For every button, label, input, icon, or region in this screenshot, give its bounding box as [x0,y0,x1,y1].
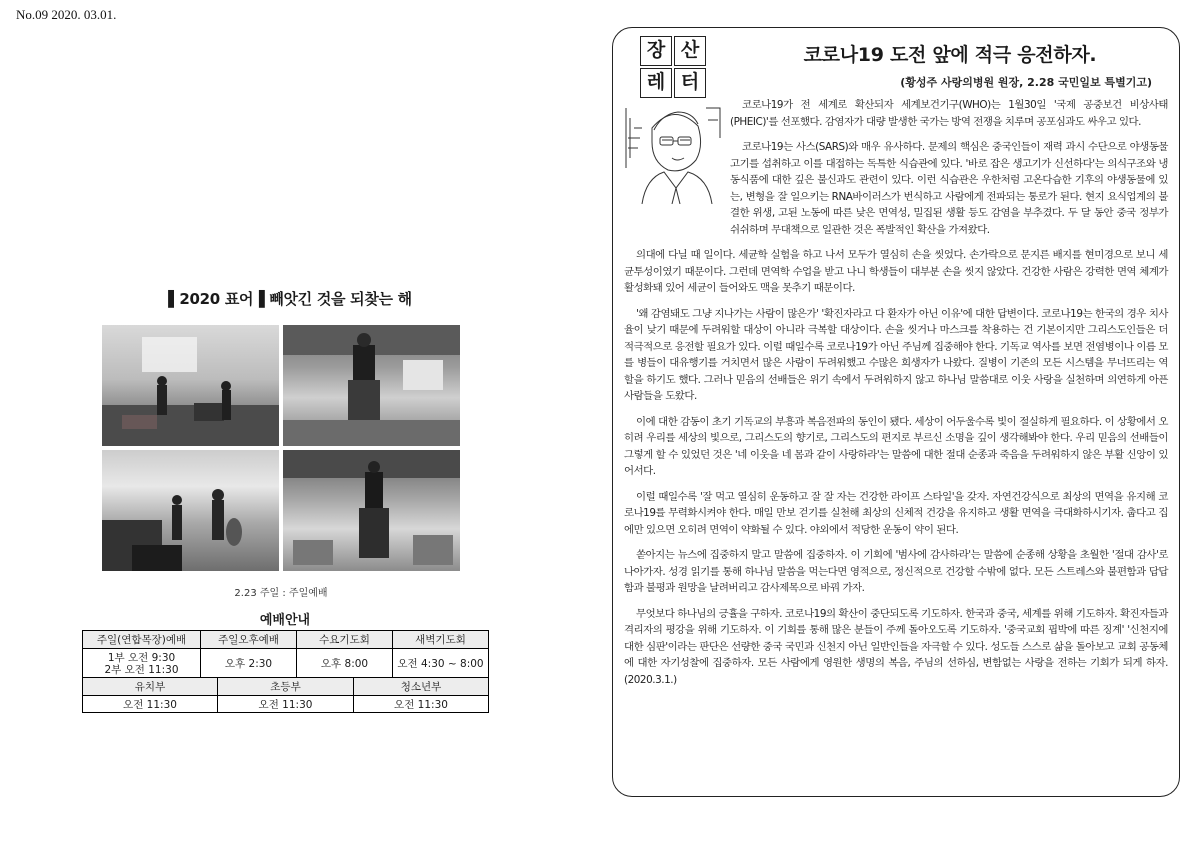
wednesday-prayer-time: 오후 8:00 [297,649,393,679]
issue-number: No.09 2020. 03.01. [16,7,117,22]
article-source: (황성주 사랑의병원 원장, 2.28 국민일보 특별기고) [900,76,1152,89]
col-sunday-service: 주일(연합목장)예배 [83,631,201,649]
photo-sermon-wide [283,450,460,571]
article-paragraph: 쏟아지는 뉴스에 집중하지 말고 말씀에 집중하자. 이 기회에 '범사에 감사하라'는 말씀에 순종해 상황을 초월한 '절대 감사'로 나아가자. 성경 읽기를 통해 하나님 말씀을 먹는다면 영적으로, 정신적으로 건강할 수밖에 없다. 모든 스트레스와 불편함과 답답함과 불평과 원망을 날려버리고 감사제목으로 바꿔 가자. [624,549,1168,594]
youth-time: 오전 11:30 [354,696,489,713]
col-kindergarten: 유치부 [83,678,218,696]
section-char: 레 [640,68,672,98]
elementary-time: 오전 11:30 [218,696,354,713]
worship-photo-grid [102,325,460,571]
col-wednesday-prayer: 수요기도회 [297,631,393,649]
article-paragraph: '왜 감염돼도 그냥 지나가는 사람이 많은가' '확진자라고 다 환자가 아닌 이유'에 대한 답변이다. 코로나19는 한국의 경우 치사율이 낮기 때문에 두려워할 대상이 아니라 극복할 대상이다. 손을 씻거나 마스크를 착용하는 건 기본이지만 그리스도인들은 더 적극적으로 응전할 필요가 있다. 이럴 때일수록 코로나19가 아닌 주님께 집중해야 한다. 기독교 역사를 보면 전염병이나 이름 모를 병들이 대유행기를 거치면서 많은 사람이 두려워했고 수많은 희생자가 나왔다. 질병이 기존의 모든 시스템을 무너뜨리는 역할을 하기도 했다. 그러나 믿음의 선배들은 위기 속에서 두려워하지 않고 하나님 말씀대로 이웃 사랑을 실천하며 의연하게 아픈 사람들을 도왔다. [624,307,1168,402]
kindergarten-time: 오전 11:30 [83,696,218,713]
col-dawn-prayer: 새벽기도회 [393,631,489,649]
sunday-service-times: 1부 오전 9:30 2부 오전 11:30 [83,649,201,679]
article-paragraph: 의대에 다닐 때 일이다. 세균학 실험을 하고 나서 모두가 열심히 손을 씻었다. 손가락으로 문지른 배지를 현미경으로 보니 세균투성이였기 때문이다. 그런데 면역학 수업을 받고 나니 학생들이 대부분 손을 씻지 않았다. 건강한 사람은 강력한 면역 체계가 활성화돼 있어 세균이 들어와도 맥을 못추기 때문이다. [624,249,1168,294]
article-paragraph: 이에 대한 감동이 초기 기독교의 부흥과 복음전파의 동인이 됐다. 세상이 어두울수록 빛이 절실하게 필요하다. 이 상황에서 오히려 우리를 세상의 빛으로, 그리스도의 향기로, 그리스도의 편지로 부르신 소명을 깊이 생각해봐야 한다. 우리 믿음의 선배들이 그렇게 할 수 있었던 것은 '네 이웃을 네 몸과 같이 사랑하라'는 말씀에 대한 절대 순종과 죽음을 두려워하지 않은 부활 신앙이 있어서다. [624,415,1168,477]
worship-guide-title: 예배안내 [82,609,488,631]
section-char: 터 [674,68,706,98]
article-paragraph: 이럴 때일수록 '잘 먹고 열심히 운동하고 잘 잘 자는 건강한 라이프 스타일'을 갖자. 자연건강식으로 최상의 면역을 유지해 코로나19를 무력화시켜야 한다. 매일 만보 걷기를 실천해 최상의 신체적 건강을 유지하고 생활 면역을 극대화하시기자. 춥다고 집에만 있으면 오히려 면역이 약화될 수 있다. 야외에서 적당한 운동이 약이 된다. [624,490,1168,536]
article-paragraph: 무엇보다 하나님의 긍휼을 구하자. 코로나19의 확산이 중단되도록 기도하자. 한국과 중국, 세계를 위해 기도하자. 확진자들과 격리자의 평강을 위해 기도하자. 이 기회를 통해 많은 분들이 주께 돌아오도록 기도하자. '중국교회 핍박에 따른 징계' '신천지에 대한 심판'이라는 판단은 선량한 중국 국민과 신천지 아닌 일반인들을 자극할 수 있다. 성도들 스스로 삶을 돌아보고 교회 공동체에 대한 자기성찰에 집중하자. 모든 사람에게 영원한 생명의 복음, 주님의 선하심, 변함없는 사랑을 전하는 기회가 되게 하자.(2020.3.1.) [624,607,1168,686]
article-paragraph: 코로나19는 사스(SARS)와 매우 유사하다. 문제의 핵심은 중국인들이 재력 과시 수단으로 야생동물 고기를 섭취하고 이를 대접하는 독특한 식습관에 있다. '바로 잡은 생고기가 신선하다'는 의식구조와 냉동식품에 대한 깊은 불신과도 관련이 있다. 이런 식습관은 우한처럼 고온다습한 기후의 야생동물에 있는, 변형을 잘 일으키는 RNA바이러스가 번식하고 사람에게 전파되는 통로가 된다. 현지 요식업계의 불결한 위생, 고된 노동에 따른 낮은 면역성, 밀집된 생활 등도 감염을 부추겼다. 두 달 동안 중국 정부가 쉬쉬하며 무대책으로 일관한 것은 폭발적인 확산을 가져왔다. [730,141,1168,236]
col-elementary: 초등부 [218,678,354,696]
sunday-afternoon-time: 오후 2:30 [201,649,297,679]
photo-caption: 2.23 주일 : 주일예배 [234,588,328,599]
col-youth: 청소년부 [354,678,489,696]
section-char: 산 [674,36,706,66]
article-title: 코로나19 도전 앞에 적극 응전하자. [803,44,1097,66]
section-char: 장 [640,36,672,66]
article-paragraph: 코로나19가 전 세계로 확산되자 세계보건기구(WHO)는 1월30일 '국제 공중보건 비상사태(PHEIC)'를 선포했다. 감염자가 대량 발생한 국가는 방역 전쟁을 치루며 공포심과도 싸우고 있다. [730,99,1168,128]
department-schedule-table [82,677,489,713]
photo-orchestra [102,450,279,571]
dawn-prayer-time: 오전 4:30 ~ 8:00 [393,649,489,679]
year-motto: ▌2020 표어▐ 빼앗긴 것을 되찾는 해 [168,290,412,308]
photo-pulpit-prayer [102,325,279,446]
section-badge [640,36,712,100]
photo-preacher [283,325,460,446]
worship-schedule-table [82,630,489,679]
article-body [624,97,1168,697]
col-sunday-afternoon: 주일오후예배 [201,631,297,649]
